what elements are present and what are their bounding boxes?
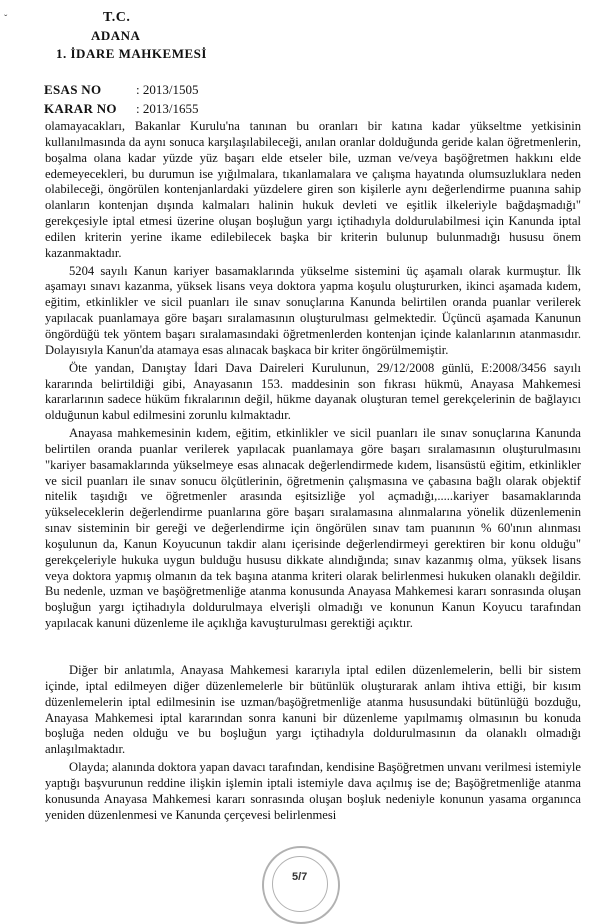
- paragraph: olamayacakları, Bakanlar Kurulu'na tanınan bu oranları bir katına kadar yükseltme yetkisinin kullanılmasında da aynı sonuca karşılaşılabileceği, anılan oranlar dolduğunda geride kalan öğretmenlerin, boşalma olana kadar yüzde yüz başarı elde etseler bile, uzman ve/veya başöğretmen hakkını elde edemeyecekleri, bu durumun ise yığılmalara, tıkanlamalara ve çalışma hayatında olumsuzluklara neden olabileceği, öngörülen kontenjanlardaki yüzdelere giren son kişilerle aynı değerlendirme puanına sahip olanların kontenjan dışında kalmaları halinin hukuk devleti ve eşitlik ilkeleriyle bağdaşmadığı" gerekçesiyle iptal etmesi üzerine oluşan boşluğun yargı içtihadıyla doldurulabilmesi için Kanunda iptal edilen kriterin yerine ikame edilebilecek başka bir kriterin bulunup bulunmadığı hususu önem kazanmaktadır.: [45, 119, 581, 260]
- header-court-name: 1. İDARE MAHKEMESİ: [56, 46, 207, 61]
- karar-value: : 2013/1655: [136, 101, 199, 116]
- paragraph: 5204 sayılı Kanun kariyer basamaklarında yükselme sistemini üç aşamalı olarak kurmuştur. İlk aşamayı sınavı kazanma, yüksek lisans veya doktora yapma koşulu oluştururken, ikinci aşamada kıdem, eğitim, etkinlikler ve sicil puanları ile sınav sonuçlarına Kanunda belirtilen oranda puanlar verilerek yapılacak puanlamaya göre başarı sıralamasının oluşturulması gelmektedir. Üçüncü aşamada Kanunun öngördüğü tek yöntem başarı sıralamasındaki öğretmenlerden kontenjan içinde kalanlarının atanmasıdır. Dolayısıyla Kanun'da atamaya esas alınacak başkaca bir kriter öngörülmemiştir.: [45, 263, 581, 357]
- paragraph: Diğer bir anlatımla, Anayasa Mahkemesi kararıyla iptal edilen düzenlemelerin, belli bir sistem içinde, iptal edilmeyen diğer düzenlemelerle bir bütünlük oluşturarak anlam ihtiva ettiği, bir kısım düzenlemelerin iptal edilmesinin ise uzman/başöğretmenliğe atanma hususundaki bütünlüğü bozduğu, Anayasa Mahkemesi iptal kararından sonra kanuni bir düzenleme yapılmamış olmasının bu konuda boşluğa neden olduğu ve bu boşluğun yargı içtihadıyla doldurulmasının da olanaklı olmadığı anlaşılmaktadır.: [45, 663, 581, 757]
- official-seal-stamp: [262, 846, 340, 924]
- karar-number-row: [44, 101, 198, 117]
- header-tc: T.C.: [103, 10, 131, 25]
- header-city: ADANA: [91, 28, 141, 43]
- esas-number-row: [44, 82, 198, 98]
- seal-inner-ring: [272, 856, 328, 912]
- document-body: [45, 119, 581, 823]
- paragraph: Öte yandan, Danıştay İdari Dava Daireleri Kurulunun, 29/12/2008 günlü, E:2008/3456 sayılı kararında belirtildiği gibi, Anayasanın 153. maddesinin son fıkrası hükmü, Anayasa Mahkemesi kararlarının sadece hüküm fıkralarının değil, hükme dayanak oluşturan temel gerekçelerinin de bağlayıcı olduğunun kabul edilmesini zorunlu kılmaktadır.: [45, 360, 581, 423]
- paragraph: Olayda; alanında doktora yapan davacı tarafından, kendisine Başöğretmen unvanı verilmesi istemiyle yaptığı başvurunun reddine ilişkin işlemin iptali istemiyle dava açılmış ise de; Başöğretmenliğe atanma konusunda Anayasa Mahkemesi kararı sonrasında oluşan boşluk nedeniyle konunun yasama organınca yeniden düzenlenmesi ve Kanunda çerçevesi belirlenmesi: [45, 760, 581, 822]
- paragraph: Anayasa mahkemesinin kıdem, eğitim, etkinlikler ve sicil puanları ile sınav sonuçlarına Kanunda belirtilen oranda puanlar verilerek yapılacak puanlamaya göre başarı sıralamasının oluşturulmasını "kariyer basamaklarında yükselmeye esas alınacak değerlendirmede kıdem, lisansüstü eğitim, etkinlikler ve sicil puanları ile sınav sonucu ölçütlerinin, öğretmenin çalışmasına ve çabasına bağlı olarak objektif nitelik taşıdığı ve öğretmenler arasında eşitsizliğe yol açmadığı,.....kariyer basamaklarında yükseleceklerin değerlendirme puanlarına göre başarı sıralamasına alınmalarına yönelik düzenlemenin sınav sisteminin bir gereği ve değerlendirme için öngörülen sınav tam puanının % 60'ının alınması koşulunun da, Kanun Koyucunun takdir alanı içerisinde değerlendirmeyi gerektiren bir konu olduğu" gerekçeleriyle hukuka uygun bulduğu hususu dikkate alındığında; sınav kazanmış olma, yüksek lisans veya doktora yapmış olmanın da tek başına atanma kriteri olarak belirlenmesi hukuken olanaklı değildir. Bu nedenle, uzman ve başöğretmenliğe atanma konusunda Anayasa Mahkemesi kararı sonrasında oluşan boşluğun yargı içtihadıyla doldurulmaya elverişli olmadığı ve konunun Kanun Koyucu tarafından yapılacak kanuni düzenleme ile açıklığa kavuşturulması gerektiği açıktır.: [45, 426, 581, 631]
- esas-label: ESAS NO: [44, 82, 102, 97]
- corner-mark: ˇ: [4, 14, 8, 25]
- page-number: 5/7: [292, 871, 308, 883]
- esas-value: : 2013/1505: [136, 82, 199, 97]
- karar-label: KARAR NO: [44, 101, 117, 116]
